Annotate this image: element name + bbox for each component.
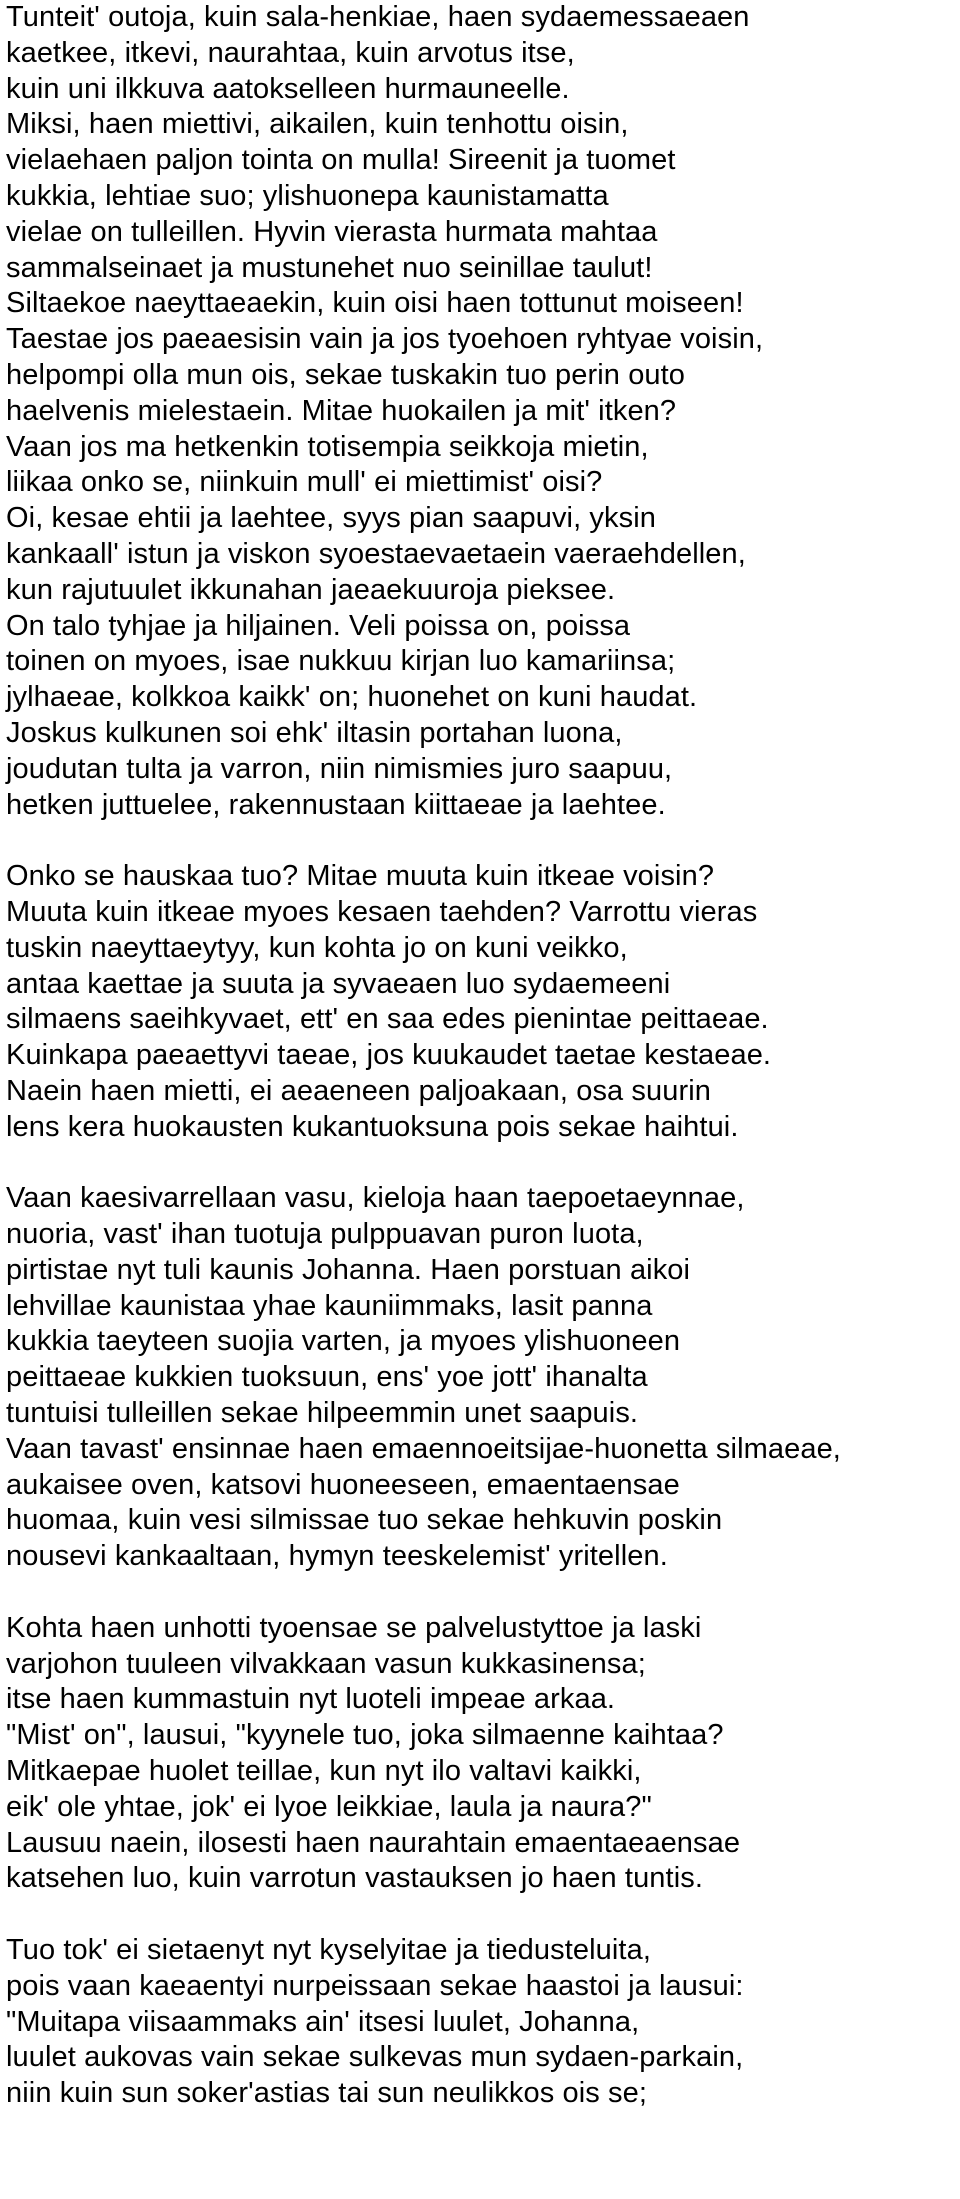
text-line: lehvillae kaunistaa yhae kauniimmaks, lasit panna (6, 1289, 653, 1322)
text-line: jylhaeae, kolkkoa kaikk' on; huonehet on kuni haudat. (6, 681, 698, 714)
text-line: liikaa onko se, niinkuin mull' ei miettimist' oisi? (6, 466, 603, 499)
text-line: nuoria, vast' ihan tuotuja pulppuavan puron luota, (6, 1218, 644, 1251)
text-line: kankaall' istun ja viskon syoestaevaetaein vaeraehdellen, (6, 537, 746, 570)
text-line: Siltaekoe naeyttaeaekin, kuin oisi haen tottunut moiseen! (6, 287, 744, 320)
stanza (6, 1933, 956, 2112)
stanza-gap (6, 1146, 956, 1182)
stanza (6, 0, 956, 823)
text-line: Kuinkapa paeaettyvi taeae, jos kuukaudet taetae kestaeae. (6, 1039, 772, 1072)
text-line: Vaan tavast' ensinnae haen emaennoeitsijae-huonetta silmaeae, (6, 1432, 841, 1465)
text-line: peittaeae kukkien tuoksuun, ens' yoe jott' ihanalta (6, 1361, 648, 1394)
text-line: luulet aukovas vain sekae sulkevas mun sydaen-parkain, (6, 2041, 744, 2074)
text-line: "Muitapa viisaammaks ain' itsesi luulet, Johanna, (6, 2005, 640, 2038)
text-line: katsehen luo, kuin varrotun vastauksen jo haen tuntis. (6, 1862, 703, 1895)
stanza (6, 859, 956, 1145)
text-line: sammalseinaet ja mustunehet nuo seinillae taulut! (6, 251, 653, 284)
stanza-gap (6, 1575, 956, 1611)
poem-text (6, 0, 956, 2112)
text-line: lens kera huokausten kukantuoksuna pois sekae haihtui. (6, 1110, 739, 1143)
text-line: On talo tyhjae ja hiljainen. Veli poissa on, poissa (6, 609, 631, 642)
text-line: itse haen kummastuin nyt luoteli impeae arkaa. (6, 1683, 616, 1716)
stanza-gap (6, 1897, 956, 1933)
stanza-gap (6, 823, 956, 859)
text-line: Tunteit' outoja, kuin sala-henkiae, haen sydaemessaeaen (6, 1, 750, 33)
text-line: Tuo tok' ei sietaenyt nyt kyselyitae ja tiedusteluita, (6, 1934, 651, 1967)
text-line: antaa kaettae ja suuta ja syvaeaen luo sydaemeeni (6, 967, 671, 1000)
text-line: silmaens saeihkyvaet, ett' en saa edes pienintae peittaeae. (6, 1003, 769, 1036)
text-line: Kohta haen unhotti tyoensae se palvelustyttoe ja laski (6, 1611, 702, 1644)
text-line: haelvenis mielestaein. Mitae huokailen ja mit' itken? (6, 394, 677, 427)
stanza (6, 1611, 956, 1897)
text-line: Vaan jos ma hetkenkin totisempia seikkoja mietin, (6, 430, 649, 463)
text-line: toinen on myoes, isae nukkuu kirjan luo kamariinsa; (6, 645, 676, 678)
text-line: Miksi, haen miettivi, aikailen, kuin tenhottu oisin, (6, 108, 629, 141)
text-line: kaetkee, itkevi, naurahtaa, kuin arvotus itse, (6, 36, 575, 69)
text-line: niin kuin sun soker'astias tai sun neulikkos ois se; (6, 2077, 648, 2110)
text-line: helpompi olla mun ois, sekae tuskakin tuo perin outo (6, 358, 686, 391)
text-line: hetken juttuelee, rakennustaan kiittaeae ja laehtee. (6, 788, 666, 821)
text-line: Naein haen mietti, ei aeaeneen paljoakaan, osa suurin (6, 1074, 712, 1107)
text-line: Oi, kesae ehtii ja laehtee, syys pian saapuvi, yksin (6, 502, 656, 535)
text-line: pirtistae nyt tuli kaunis Johanna. Haen porstuan aikoi (6, 1253, 691, 1286)
text-line: Lausuu naein, ilosesti haen naurahtain emaentaeaensae (6, 1826, 741, 1859)
text-line: nousevi kankaaltaan, hymyn teeskelemist' yritellen. (6, 1540, 668, 1573)
text-line: eik' ole yhtae, jok' ei lyoe leikkiae, laula ja naura?" (6, 1790, 652, 1823)
text-line: Joskus kulkunen soi ehk' iltasin portahan luona, (6, 716, 623, 749)
text-line: joudutan tulta ja varron, niin nimismies juro saapuu, (6, 752, 673, 785)
text-line: pois vaan kaeaentyi nurpeissaan sekae haastoi ja lausui: (6, 1969, 744, 2002)
text-line: kun rajutuulet ikkunahan jaeaekuuroja pieksee. (6, 573, 616, 606)
text-line: tuntuisi tulleillen sekae hilpeemmin unet saapuis. (6, 1397, 639, 1430)
text-line: tuskin naeyttaeytyy, kun kohta jo on kuni veikko, (6, 931, 628, 964)
text-line: Vaan kaesivarrellaan vasu, kieloja haan taepoetaeynnae, (6, 1182, 745, 1215)
text-line: kuin uni ilkkuva aatokselleen hurmauneelle. (6, 72, 570, 105)
text-line: Mitkaepae huolet teillae, kun nyt ilo valtavi kaikki, (6, 1755, 642, 1788)
text-line: Taestae jos paeaesisin vain ja jos tyoehoen ryhtyae voisin, (6, 323, 764, 356)
text-line: vielae on tulleillen. Hyvin vierasta hurmata mahtaa (6, 215, 658, 248)
text-line: Muuta kuin itkeae myoes kesaen taehden? Varrottu vieras (6, 895, 758, 928)
text-line: huomaa, kuin vesi silmissae tuo sekae hehkuvin poskin (6, 1504, 723, 1537)
text-line: "Mist' on", lausui, "kyynele tuo, joka silmaenne kaihtaa? (6, 1719, 724, 1752)
text-line: vielaehaen paljon tointa on mulla! Sireenit ja tuomet (6, 144, 676, 177)
text-line: kukkia, lehtiae suo; ylishuonepa kaunistamatta (6, 179, 609, 212)
text-line: kukkia taeyteen suojia varten, ja myoes ylishuoneen (6, 1325, 681, 1358)
text-line: Onko se hauskaa tuo? Mitae muuta kuin itkeae voisin? (6, 860, 715, 893)
text-line: aukaisee oven, katsovi huoneeseen, emaentaensae (6, 1468, 680, 1501)
text-line: varjohon tuuleen vilvakkaan vasun kukkasinensa; (6, 1647, 646, 1680)
stanza (6, 1181, 956, 1575)
